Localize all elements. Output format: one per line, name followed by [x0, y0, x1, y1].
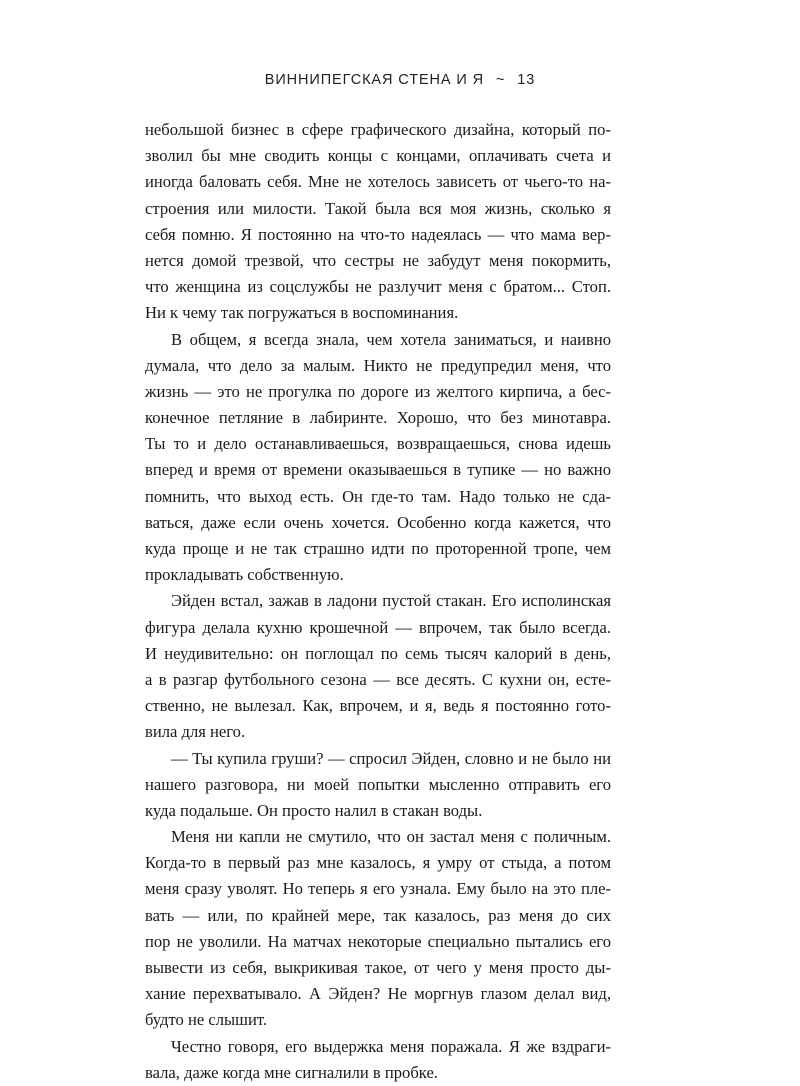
text-line: думала, что дело за малым. Никто не предупредил меня, что	[145, 355, 611, 375]
text-line: что женщина из соцслужбы не разлучит меня с братом... Стоп.	[145, 277, 611, 297]
text-line: Эйден встал, зажав в ладони пустой стакан. Его исполинская	[171, 591, 611, 611]
page-number: 13	[517, 72, 536, 88]
text-line: Когда-то в первый раз мне казалось, я умру от стыда, а потом	[145, 853, 611, 873]
text-line: небольшой бизнес в сфере графического дизайна, который по-	[145, 120, 611, 139]
text-line: нется домой трезвой, что сестры не забудут меня покормить,	[145, 250, 611, 270]
text-line: вала, даже когда мне сигналили в пробке.	[145, 1062, 438, 1082]
text-line: ваться, даже если очень хочется. Особенно когда кажется, что	[145, 512, 611, 532]
text-line: вать — или, по крайней мере, так казалось, раз меня до сих	[145, 905, 611, 925]
text-line: конечное петляние в лабиринте. Хорошо, что без минотавра.	[145, 408, 611, 428]
text-line: хание перехватывало. А Эйден? Не моргнув глазом делал вид,	[145, 984, 611, 1004]
text-line: куда подальше. Он просто налил в стакан воды.	[145, 800, 483, 820]
text-line: себя помню. Я постоянно на что-то надеялась — что мама вер-	[145, 224, 611, 244]
text-line: будто не слышит.	[145, 1010, 267, 1030]
text-line: иногда баловать себя. Мне не хотелось зависеть от чьего-то на-	[145, 172, 611, 192]
text-line: прокладывать собственную.	[145, 565, 344, 585]
text-line: вила для него.	[145, 722, 246, 742]
text-line: В общем, я всегда знала, чем хотела заниматься, и наивно	[171, 329, 611, 349]
text-line: нашего разговора, ни моей попытки мысленно отправить его	[145, 774, 611, 794]
text-line: строения или милости. Такой была вся моя жизнь, сколько я	[145, 198, 611, 218]
text-line: Ты то и дело останавливаешься, возвращаешься, снова идешь	[145, 434, 611, 454]
text-line: фигура делала кухню крошечной — впрочем, так было всегда.	[145, 617, 611, 637]
text-line: И неудивительно: он поглощал по семь тысяч калорий в день,	[145, 643, 611, 663]
text-line: зволил бы мне сводить концы с концами, оплачивать счета и	[145, 146, 611, 166]
text-line: Меня ни капли не смутило, что он застал меня с поличным.	[171, 827, 611, 847]
text-line: ственно, не вылезал. Как, впрочем, и я, ведь я постоянно гото-	[145, 696, 611, 716]
text-line: меня сразу уволят. Но теперь я его узнала. Ему было на это пле-	[145, 879, 611, 899]
text-line: а в разгар футбольного сезона — все десять. С кухни он, есте-	[145, 669, 611, 689]
text-line: помнить, что выход есть. Он где-то там. Надо только не сда-	[145, 486, 611, 506]
text-line: вывести из себя, выкрикивая такое, от чего у меня просто ды-	[145, 958, 611, 977]
text-line: вперед и время от времени оказываешься в тупике — но важно	[145, 460, 611, 480]
running-head-title: ВИННИПЕГСКАЯ СТЕНА И Я	[264, 72, 485, 88]
running-head-separator: ~	[495, 72, 506, 88]
text-line: жизнь — это не прогулка по дороге из желтого кирпича, а бес-	[145, 381, 611, 401]
text-line: куда проще и не так страшно идти по проторенной тропе, чем	[145, 539, 611, 558]
text-line: Честно говоря, его выдержка меня поражала. Я же вздраги-	[171, 1036, 611, 1056]
text-line: — Ты купила груши? — спросил Эйден, словно и не было ни	[171, 748, 611, 768]
text-line: пор не уволили. На матчах некоторые специально пытались его	[145, 931, 611, 951]
running-head	[0, 72, 800, 88]
body-text	[145, 117, 611, 1086]
text-line: Ни к чему так погружаться в воспоминания.	[145, 303, 459, 323]
